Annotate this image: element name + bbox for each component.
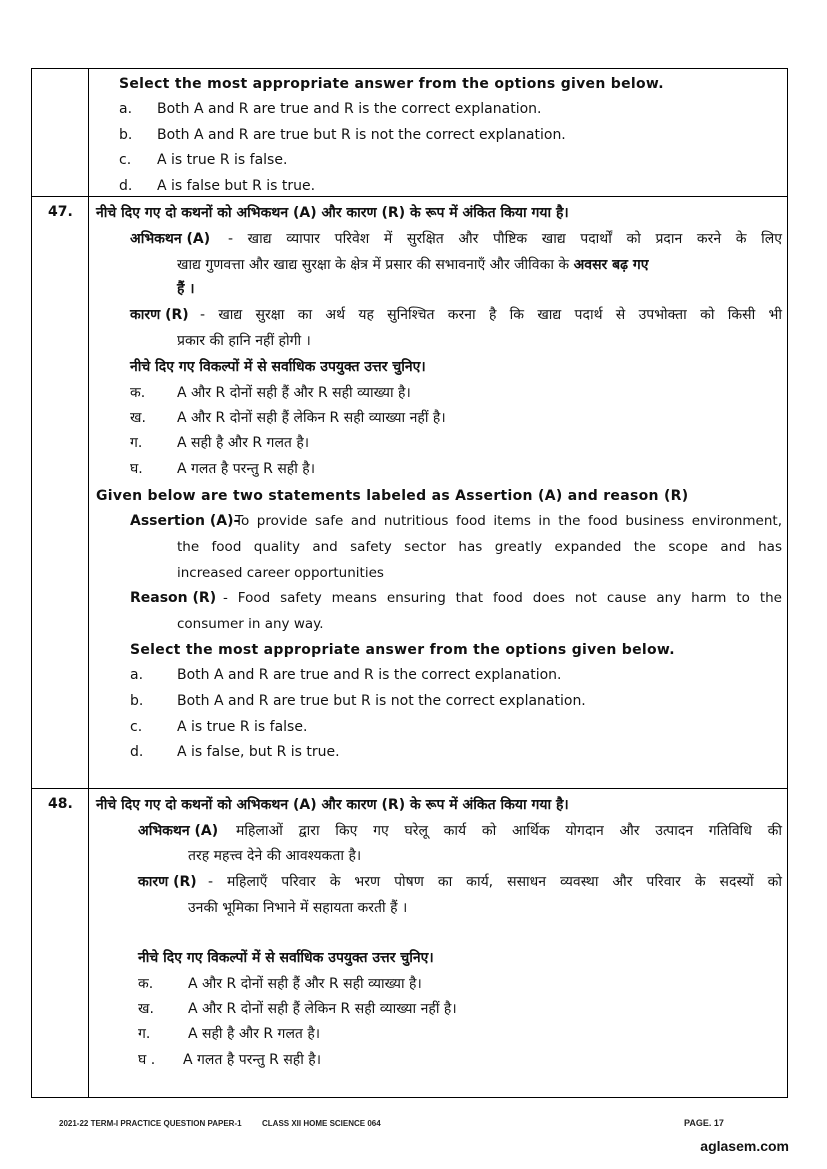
option-text: A is false, but R is true.	[177, 744, 340, 760]
hindi-reason-label: कारण (R)	[130, 307, 189, 323]
option-marker: ख.	[130, 410, 146, 426]
row-divider	[31, 196, 788, 197]
question-number: 48.	[48, 796, 73, 812]
option-text: A सही है और R गलत है।	[188, 1026, 321, 1042]
option-text: Both A and R are true but R is not the correct explanation.	[157, 127, 566, 143]
hindi-reason-text: उनकी भूमिका निभाने में सहायता करती हैं ।	[188, 900, 408, 916]
english-assertion-text: increased career opportunities	[177, 565, 384, 581]
option-text: A और R दोनों सही हैं और R सही व्याख्या है।	[177, 385, 411, 401]
question-number: 47.	[48, 204, 73, 220]
option-text: A और R दोनों सही हैं लेकिन R सही व्याख्या नहीं है।	[177, 410, 446, 426]
question-table	[31, 68, 788, 1098]
option-marker: b.	[119, 127, 133, 143]
option-marker: a.	[130, 667, 144, 683]
english-assertion-text: the food quality and safety sector has greatly expanded the scope and has	[177, 539, 782, 555]
option-text: A is false but R is true.	[157, 178, 316, 194]
option-marker: c.	[130, 719, 143, 735]
option-marker: c.	[119, 152, 132, 168]
option-text: A गलत है परन्तु R सही है।	[177, 461, 316, 477]
option-marker: घ .	[138, 1052, 156, 1068]
hindi-assertion-text: खाद्य गुणवत्ता और खाद्य सुरक्षा के क्षेत्र में प्रसार की सभावनाएँ और जीविका के अवसर बढ़ गए	[177, 257, 649, 273]
hindi-reason-text: प्रकार की हानि नहीं होगी ।	[177, 333, 311, 349]
option-text: A is true R is false.	[157, 152, 288, 168]
option-text: Both A and R are true and R is the correct explanation.	[177, 667, 562, 683]
option-text: A गलत है परन्तु R सही है।	[183, 1052, 322, 1068]
option-marker: ग.	[130, 435, 143, 451]
brand-link[interactable]: aglasem.com	[700, 1138, 789, 1154]
option-marker: घ.	[130, 461, 143, 477]
option-marker: d.	[130, 744, 144, 760]
row-divider	[31, 788, 788, 789]
hindi-assertion-text: - खाद्य व्यापार परिवेश में सुरक्षित और पौष्टिक खाद्य पदार्थों को प्रदान करने के लिए	[228, 231, 782, 247]
continuation-instruction: Select the most appropriate answer from the options given below.	[119, 76, 664, 92]
hindi-reason-text: - महिलाएँ परिवार के भरण पोषण का कार्य, ससाधन व्यवस्था और परिवार के सदस्यों को	[208, 874, 782, 890]
option-text: Both A and R are true but R is not the correct explanation.	[177, 693, 586, 709]
hindi-heading: नीचे दिए गए दो कथनों को अभिकथन (A) और कारण (R) के रूप में अंकित किया गया है।	[96, 205, 569, 221]
english-reason-text: consumer in any way.	[177, 616, 324, 632]
hindi-instruction: नीचे दिए गए विकल्पों में से सर्वाधिक उपयुक्त उत्तर चुनिए।	[130, 359, 426, 375]
english-heading: Given below are two statements labeled as Assertion (A) and reason (R)	[96, 488, 689, 504]
english-reason-text: - Food safety means ensuring that food does not cause any harm to the	[223, 590, 782, 606]
option-text: A is true R is false.	[177, 719, 308, 735]
option-marker: क.	[138, 976, 154, 992]
english-assertion-text: To provide safe and nutritious food items in the food business environment,	[235, 513, 782, 529]
footer-paper-title: 2021-22 TERM-I PRACTICE QUESTION PAPER-1	[59, 1119, 242, 1128]
english-instruction: Select the most appropriate answer from the options given below.	[130, 642, 675, 658]
option-marker: a.	[119, 101, 133, 117]
option-marker: ख.	[138, 1001, 154, 1017]
option-marker: क.	[130, 385, 146, 401]
page-number: PAGE. 17	[684, 1118, 724, 1128]
hindi-assertion-label: अभिकथन (A)	[138, 823, 219, 839]
option-text: A सही है और R गलत है।	[177, 435, 310, 451]
option-marker: d.	[119, 178, 133, 194]
option-marker: b.	[130, 693, 144, 709]
option-text: Both A and R are true and R is the correct explanation.	[157, 101, 542, 117]
option-text: A और R दोनों सही हैं और R सही व्याख्या है।	[188, 976, 422, 992]
hindi-reason-label: कारण (R)	[138, 874, 197, 890]
hindi-heading: नीचे दिए गए दो कथनों को अभिकथन (A) और कारण (R) के रूप में अंकित किया गया है।	[96, 797, 569, 813]
hindi-reason-text: - खाद्य सुरक्षा का अर्थ यह सुनिश्चित करना है कि खाद्य पदार्थ से उपभोक्ता को किसी भी	[200, 307, 782, 323]
hindi-assertion-text: तरह महत्त्व देने की आवश्यकता है।	[188, 848, 362, 864]
hindi-assertion-text: हैं ।	[177, 281, 195, 297]
english-reason-label: Reason (R)	[130, 590, 217, 606]
hindi-assertion-text: महिलाओं द्वारा किए गए घरेलू कार्य को आर्थिक योगदान और उत्पादन गतिविधि की	[236, 823, 782, 839]
option-text: A और R दोनों सही हैं लेकिन R सही व्याख्या नहीं है।	[188, 1001, 457, 1017]
option-marker: ग.	[138, 1026, 151, 1042]
column-divider	[88, 68, 89, 1098]
hindi-instruction: नीचे दिए गए विकल्पों में से सर्वाधिक उपयुक्त उत्तर चुनिए।	[138, 950, 434, 966]
hindi-assertion-label: अभिकथन (A)	[130, 231, 211, 247]
english-assertion-label: Assertion (A)-	[130, 513, 240, 529]
footer-class-subject: CLASS XII HOME SCIENCE 064	[262, 1119, 381, 1128]
